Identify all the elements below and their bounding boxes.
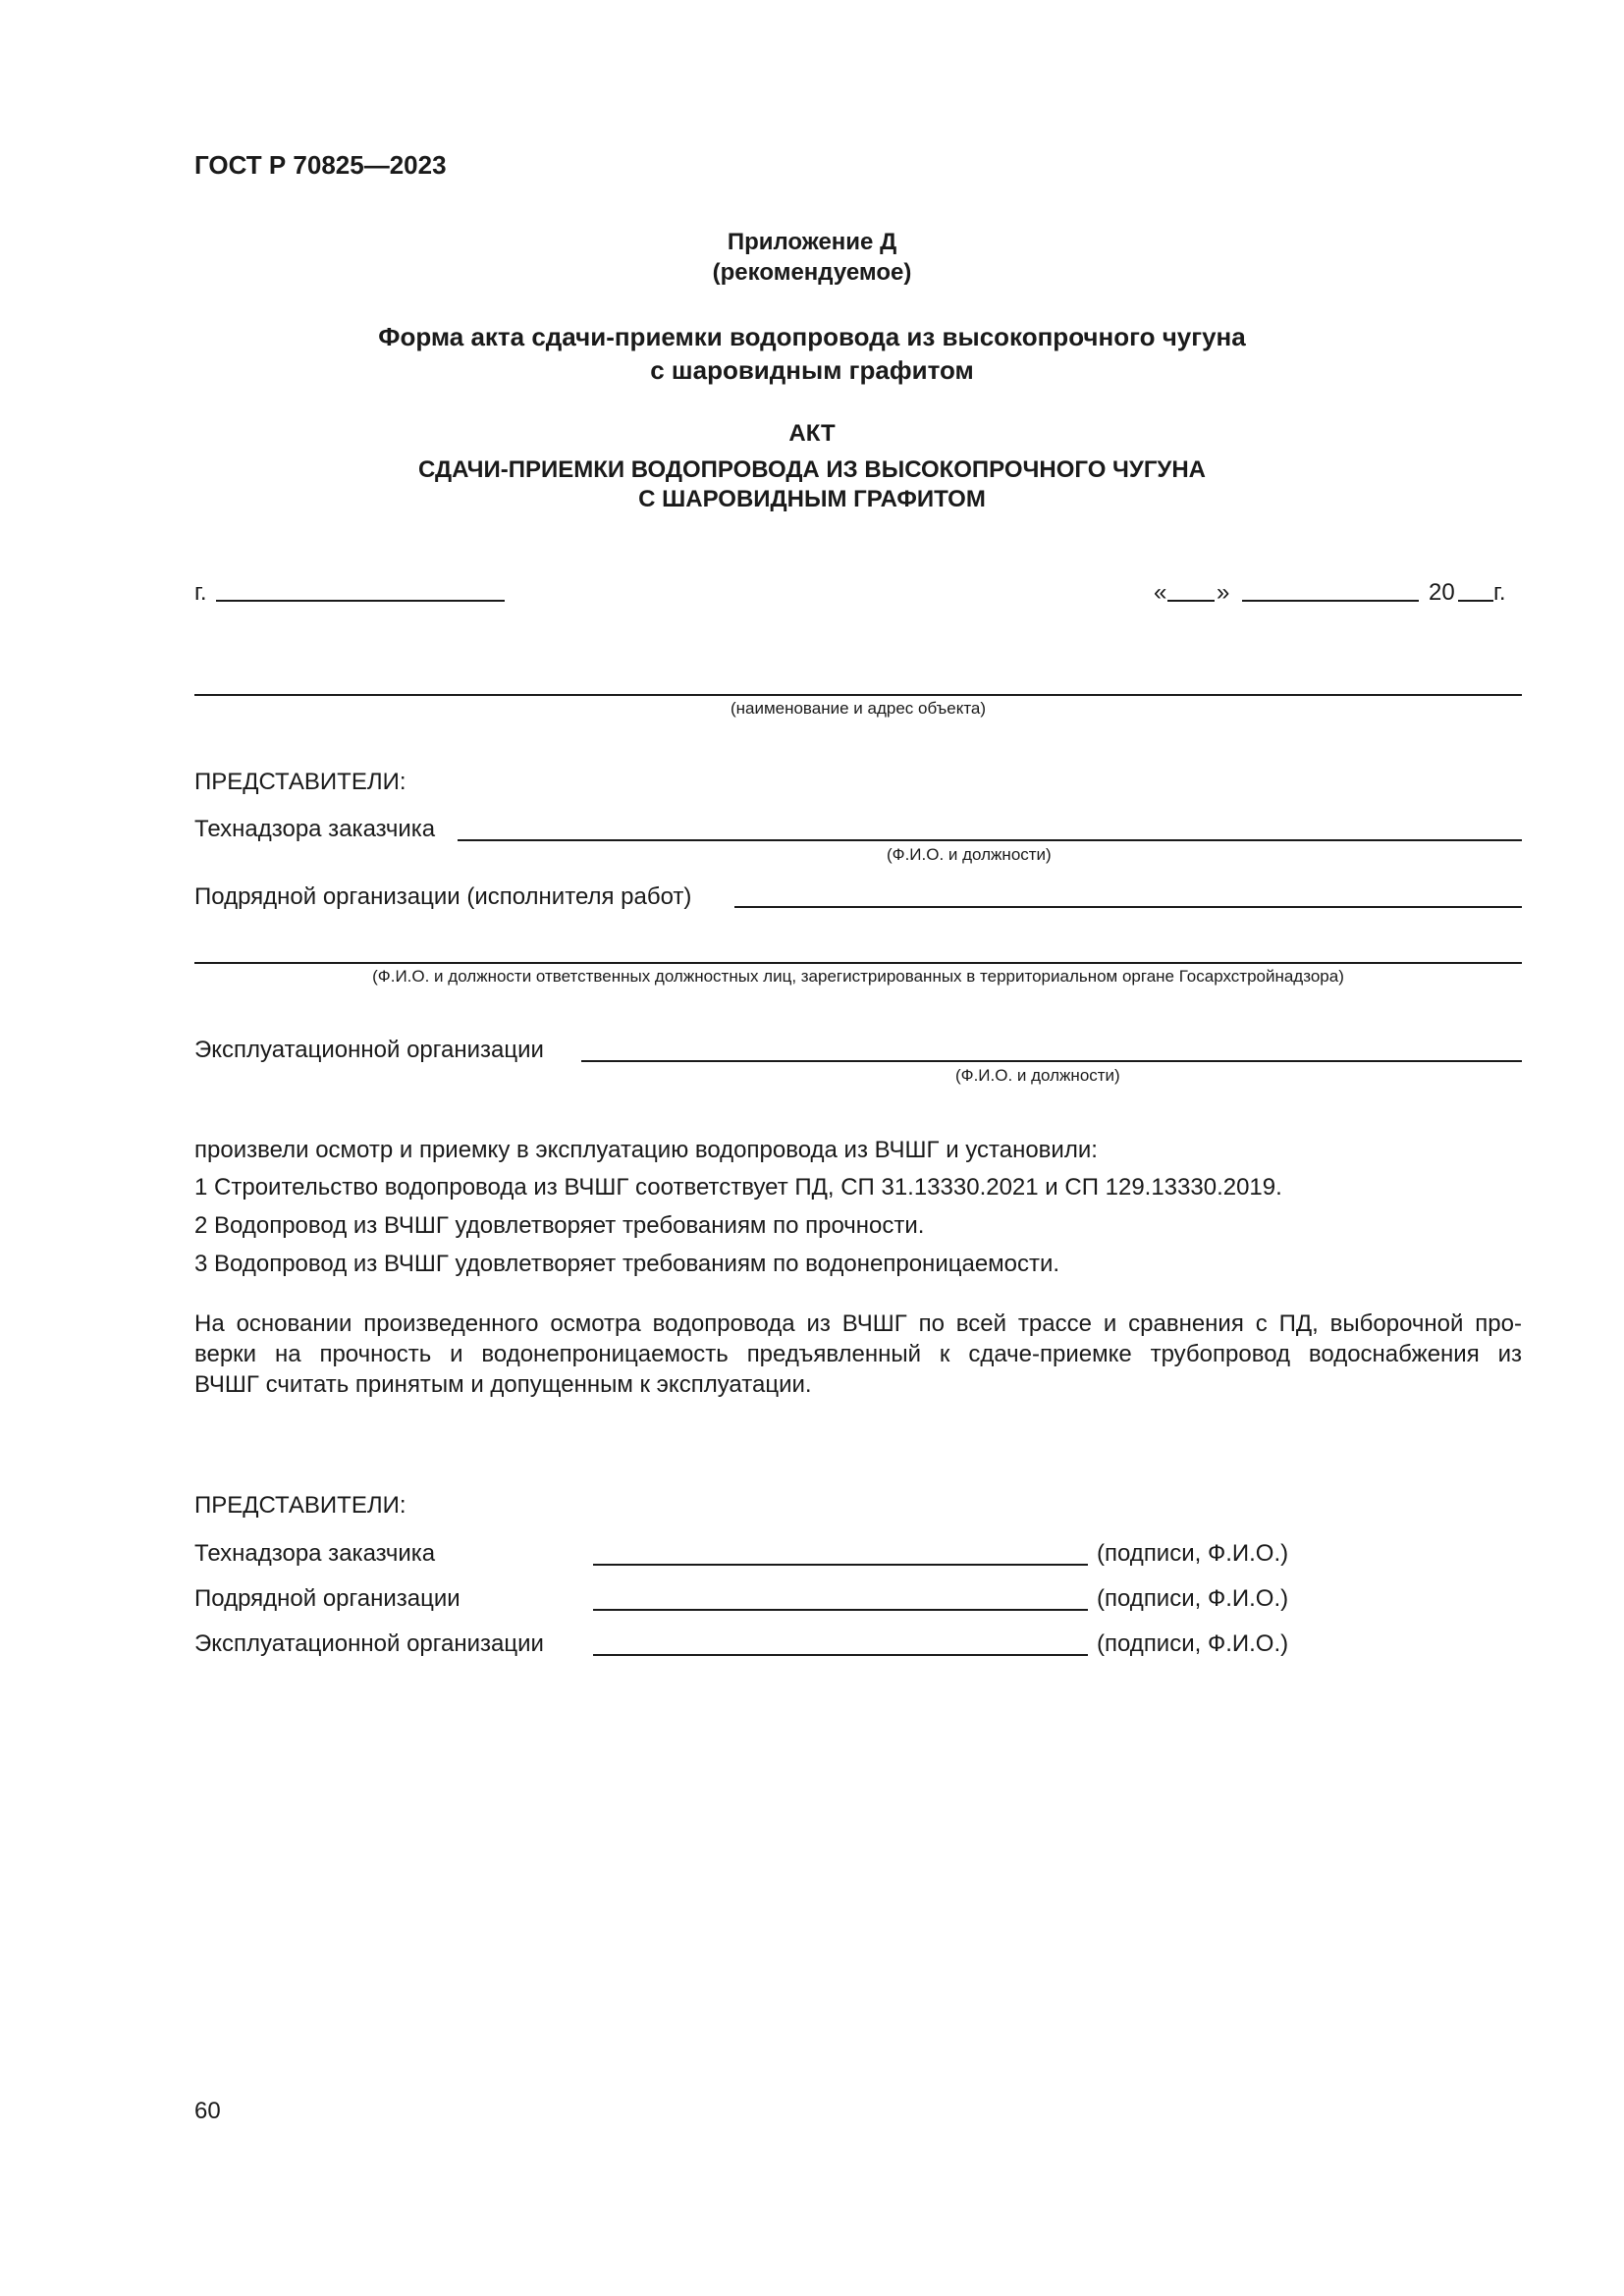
conclusion-line-3: ВЧШГ считать принятым и допущенным к эксплуатации. (194, 1371, 812, 1398)
signatures-heading: ПРЕДСТАВИТЕЛИ: (194, 1492, 406, 1519)
representatives-heading: ПРЕДСТАВИТЕЛИ: (194, 769, 406, 795)
page-number: 60 (194, 2098, 221, 2124)
signature-field-customer[interactable] (593, 1564, 1088, 1566)
year-prefix: 20 (1429, 579, 1455, 606)
finding-item-3: 3 Водопровод из ВЧШГ удовлетворяет требованиям по водонепроницаемости. (194, 1251, 1060, 1277)
form-title-line1: Форма акта сдачи-приемки водопровода из высокопрочного чугуна (378, 322, 1246, 351)
contractor-caption: (Ф.И.О. и должности ответственных должностных лиц, зарегистрированных в территориальном органе Госархстройнадзора) (372, 967, 1344, 986)
conclusion-line-1 (194, 1309, 1522, 1339)
contractor-field-continued[interactable] (194, 962, 1522, 964)
signature-label-contractor: Подрядной организации (194, 1585, 460, 1612)
conclusion-paragraph (194, 1309, 1522, 1400)
signature-note-contractor: (подписи, Ф.И.О.) (1097, 1585, 1289, 1612)
act-title: АКТ (788, 420, 836, 447)
appendix-status: (рекомендуемое) (712, 259, 912, 286)
signature-label-customer: Технадзора заказчика (194, 1540, 436, 1567)
city-prefix: г. (194, 579, 207, 606)
day-field[interactable] (1167, 600, 1215, 602)
appendix-title: Приложение Д (727, 229, 897, 255)
signature-note-customer: (подписи, Ф.И.О.) (1097, 1540, 1289, 1567)
operator-caption: (Ф.И.О. и должности) (955, 1066, 1120, 1085)
conclusion-line-2-text: верки на прочность и водонепроницаемость предъявленный к сдаче-приемке трубопровод водоснабжения из (194, 1341, 1522, 1367)
signature-field-contractor[interactable] (593, 1609, 1088, 1611)
year-suffix: г. (1493, 579, 1506, 606)
finding-item-2: 2 Водопровод из ВЧШГ удовлетворяет требованиям по прочности. (194, 1212, 925, 1239)
form-title-line2: с шаровидным графитом (650, 355, 974, 385)
findings-intro: произвели осмотр и приемку в эксплуатацию водопровода из ВЧШГ и установили: (194, 1137, 1098, 1163)
contractor-field[interactable] (734, 906, 1522, 908)
operator-label: Эксплуатационной организации (194, 1037, 544, 1063)
finding-item-1: 1 Строительство водопровода из ВЧШГ соответствует ПД, СП 31.13330.2021 и СП 129.13330.2019. (194, 1174, 1282, 1201)
signature-label-operator: Эксплуатационной организации (194, 1630, 544, 1657)
quote-close: » (1217, 579, 1230, 606)
quote-open: « (1154, 579, 1167, 606)
object-caption: (наименование и адрес объекта) (730, 699, 987, 718)
object-field[interactable] (194, 694, 1522, 696)
conclusion-line-1-text: На основании произведенного осмотра водопровода из ВЧШГ по всей трассе и сравнения с ПД, выборочной про- (194, 1310, 1522, 1337)
contractor-label: Подрядной организации (исполнителя работ) (194, 883, 692, 910)
customer-caption: (Ф.И.О. и должности) (887, 845, 1052, 864)
act-subtitle-line2: С ШАРОВИДНЫМ ГРАФИТОМ (638, 486, 986, 512)
customer-field[interactable] (458, 839, 1522, 841)
signature-note-operator: (подписи, Ф.И.О.) (1097, 1630, 1289, 1657)
city-field[interactable] (216, 600, 505, 602)
standard-number: ГОСТ Р 70825—2023 (194, 150, 447, 180)
signature-field-operator[interactable] (593, 1654, 1088, 1656)
year-field[interactable] (1458, 600, 1493, 602)
operator-field[interactable] (581, 1060, 1522, 1062)
customer-label: Технадзора заказчика (194, 816, 436, 842)
act-subtitle-line1: СДАЧИ-ПРИЕМКИ ВОДОПРОВОДА ИЗ ВЫСОКОПРОЧНОГО ЧУГУНА (417, 456, 1207, 483)
month-field[interactable] (1242, 600, 1419, 602)
conclusion-line-2 (194, 1340, 1522, 1369)
